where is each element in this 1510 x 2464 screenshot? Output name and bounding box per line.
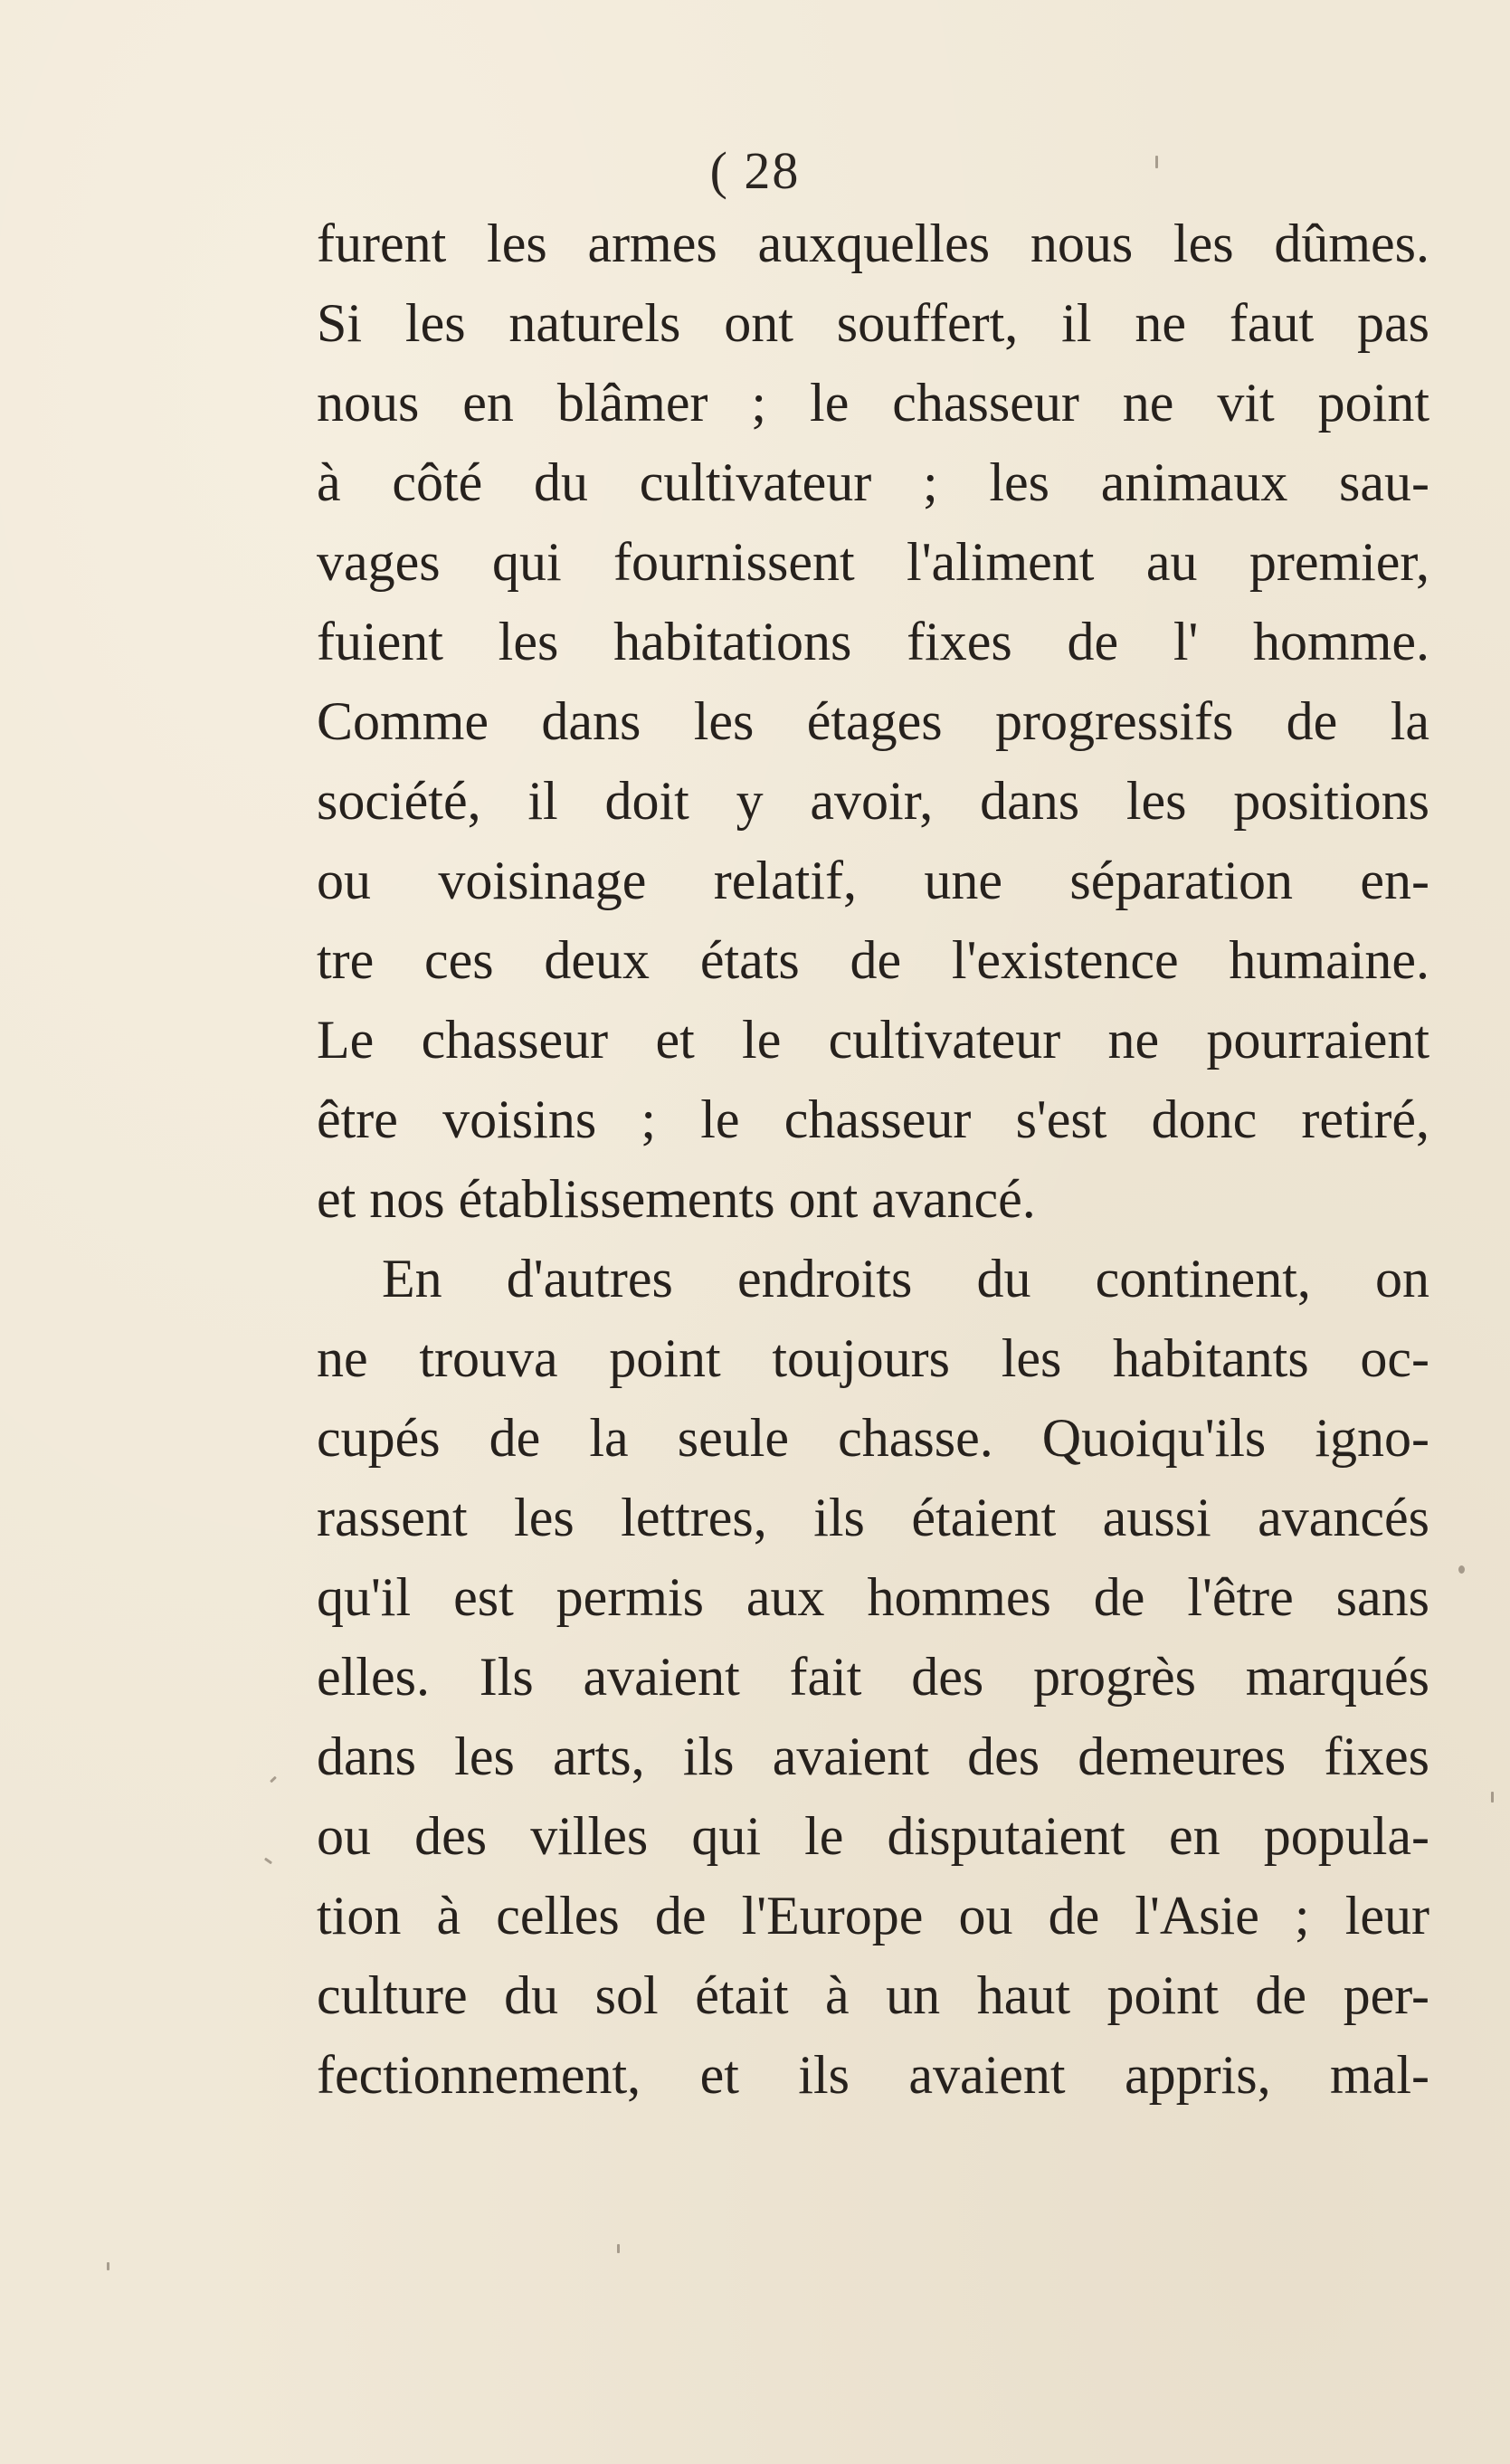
paper-speck	[1155, 156, 1158, 168]
text-line: culture du sol était à un haut point de per-	[317, 1965, 1429, 2025]
text-line: cupés de la seule chasse. Quoiqu'ils igno-	[317, 1408, 1429, 1468]
text-line: et nos établissements ont avancé.	[317, 1169, 1036, 1229]
text-line: ne trouva point toujours les habitants oc-	[317, 1328, 1429, 1388]
text-line: ou des villes qui le disputaient en popula-	[317, 1806, 1429, 1866]
text-line: fuient les habitations fixes de l' homme.	[317, 612, 1429, 671]
text-line: Comme dans les étages progressifs de la	[317, 691, 1429, 751]
page-number: ( 28	[709, 141, 801, 200]
text-line: Le chasseur et le cultivateur ne pourraient	[317, 1010, 1429, 1070]
text-line: ou voisinage relatif, une séparation en-	[317, 851, 1429, 910]
text-line: nous en blâmer ; le chasseur ne vit point	[317, 373, 1429, 433]
text-line: furent les armes auxquelles nous les dûmes.	[317, 214, 1429, 273]
paper-speck	[617, 2244, 620, 2253]
paper-speck	[1491, 1792, 1494, 1803]
paper-speck	[264, 1858, 272, 1865]
text-line: rassent les lettres, ils étaient aussi avancés	[317, 1488, 1429, 1547]
text-line: dans les arts, ils avaient des demeures fixes	[317, 1727, 1429, 1786]
text-line: être voisins ; le chasseur s'est donc retiré,	[317, 1089, 1429, 1149]
text-line: fectionnement, et ils avaient appris, mal-	[317, 2045, 1429, 2105]
text-line: vages qui fournissent l'aliment au premier,	[317, 532, 1429, 592]
text-line: tre ces deux états de l'existence humaine.	[317, 930, 1429, 990]
text-line: à côté du cultivateur ; les animaux sau-	[317, 452, 1429, 512]
text-line: qu'il est permis aux hommes de l'être sans	[317, 1567, 1429, 1627]
paper-speck	[107, 2262, 109, 2270]
paper-speck	[270, 1776, 277, 1784]
text-line: tion à celles de l'Europe ou de l'Asie ; leur	[317, 1886, 1429, 1946]
text-line: elles. Ils avaient fait des progrès marqués	[317, 1647, 1429, 1707]
paper-speck	[1458, 1565, 1465, 1574]
body-text	[317, 204, 1429, 2115]
text-line: Si les naturels ont souffert, il ne faut pas	[317, 293, 1429, 353]
text-line: société, il doit y avoir, dans les positions	[317, 771, 1429, 831]
text-line: En d'autres endroits du continent, on	[382, 1249, 1429, 1308]
